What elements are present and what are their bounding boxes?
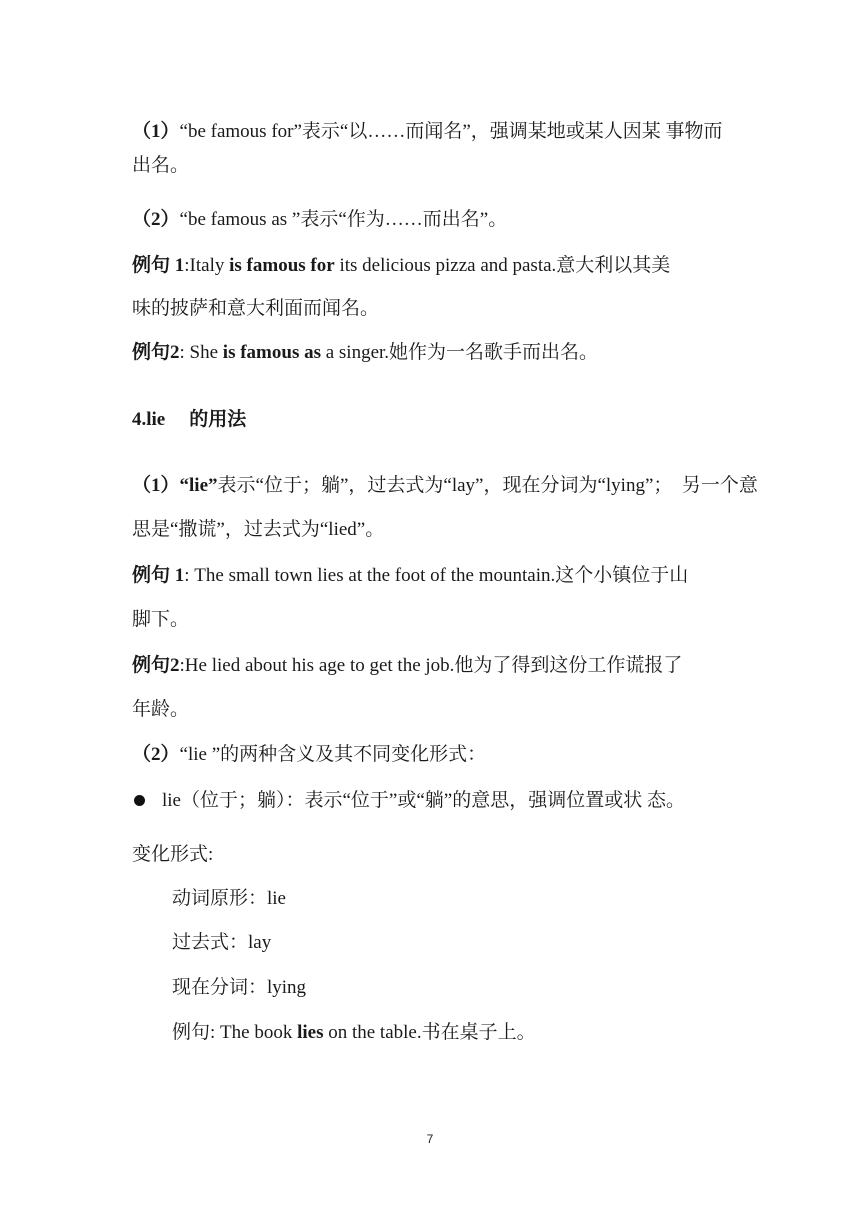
section-heading bbox=[132, 410, 246, 429]
bullet-icon bbox=[134, 795, 145, 806]
example-sentence-4: 例句2:He lied about his age to get the job.他为了得到这份工作谎报了 bbox=[132, 655, 683, 676]
item-number: （1） bbox=[132, 475, 180, 496]
item-number: （1） bbox=[132, 121, 180, 142]
form-base: 动词原形：lie bbox=[172, 888, 286, 909]
item-number: （2） bbox=[132, 744, 180, 765]
section-number: 4.lie bbox=[132, 409, 166, 430]
highlight-phrase: is famous for bbox=[229, 255, 335, 276]
example-continuation: 脚下。 bbox=[132, 609, 190, 630]
example-label: 例句 1 bbox=[132, 565, 185, 586]
paragraph-famous-as bbox=[132, 210, 507, 229]
example-label: 例句2 bbox=[132, 342, 180, 363]
page-number: 7 bbox=[426, 1132, 434, 1146]
bullet-item: lie（位于；躺）：表示“位于”或“躺”的意思，强调位置或状 态。 bbox=[162, 790, 685, 811]
example-continuation: 味的披萨和意大利面而闻名。 bbox=[132, 298, 380, 319]
paragraph-continuation: 出名。 bbox=[132, 155, 190, 176]
paragraph-text: “be famous for”表示“以……而闻名”，强调某地或某人因某 事物而 bbox=[179, 121, 723, 142]
paragraph-text: “be famous as ”表示“作为……而出名”。 bbox=[179, 209, 508, 230]
highlight-phrase: is famous as bbox=[222, 342, 321, 363]
keyword: “lie” bbox=[179, 475, 218, 496]
example-sentence-3: 例句 1: The small town lies at the foot of the mountain.这个小镇位于山 bbox=[132, 565, 689, 586]
paragraph-text: “lie ”的两种含义及其不同变化形式： bbox=[179, 744, 487, 765]
example-continuation: 年龄。 bbox=[132, 699, 190, 720]
example-sentence-2: 例句2: She is famous as a singer.她作为一名歌手而出名。 bbox=[132, 342, 599, 363]
form-participle: 现在分词：lying bbox=[172, 977, 307, 998]
highlight-word: lies bbox=[297, 1022, 324, 1043]
form-past: 过去式：lay bbox=[172, 932, 272, 953]
paragraph-text: 表示“位于；躺”，过去式为“lay”，现在分词为“lying”； 另一个意 bbox=[217, 475, 758, 496]
paragraph-continuation: 思是“撒谎”，过去式为“lied”。 bbox=[132, 519, 385, 540]
item-number: （2） bbox=[132, 209, 180, 230]
paragraph-two-meanings bbox=[132, 745, 486, 764]
forms-title: 变化形式: bbox=[132, 844, 214, 865]
example-label: 例句2 bbox=[132, 655, 180, 676]
example-label: 例句 1 bbox=[132, 255, 185, 276]
paragraph-lie-meaning bbox=[132, 476, 758, 495]
section-title: 的用法 bbox=[189, 409, 247, 430]
paragraph-famous-for bbox=[132, 122, 723, 141]
form-example: 例句: The book lies on the table.书在桌子上。 bbox=[172, 1022, 536, 1043]
example-sentence-1: 例句 1:Italy is famous for its delicious pizza and pasta.意大利以其美 bbox=[132, 255, 671, 276]
